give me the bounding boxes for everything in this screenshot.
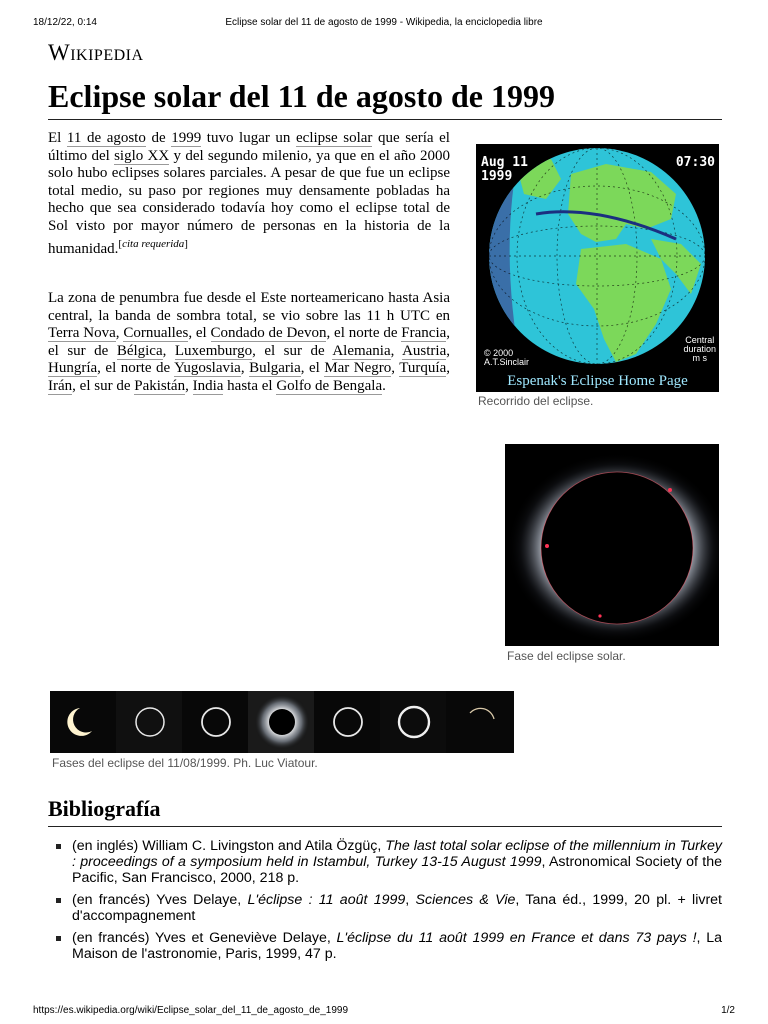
- corona-caption: Fase del eclipse solar.: [507, 649, 626, 663]
- map-central-duration: Central duration m s: [683, 335, 716, 363]
- link-terra-nova[interactable]: Terra Nova: [48, 325, 116, 342]
- link-eclipse-solar[interactable]: eclipse solar: [296, 130, 373, 146]
- link-belgica[interactable]: Bélgica: [116, 342, 163, 359]
- link-pakistan[interactable]: Pakistán: [134, 377, 186, 394]
- eclipse-phases-strip[interactable]: [50, 691, 514, 753]
- list-item: (en francés) Yves Delaye, L'éclipse : 11 août 1999, Sciences & Vie, Tana éd., 1999, 20 pl. + livret d'accompagnement: [48, 892, 722, 924]
- map-copyright: © 2000 A.T.Sinclair: [484, 348, 530, 367]
- link-hungria[interactable]: Hungría: [48, 360, 98, 377]
- corona-photo[interactable]: [505, 444, 719, 646]
- link-bulgaria[interactable]: Bulgaria: [249, 360, 301, 377]
- link-yugoslavia[interactable]: Yugoslavia: [174, 360, 241, 377]
- list-item: (en francés) Yves et Geneviève Delaye, L'éclipse du 11 août 1999 en France et dans 73 pays !, La Maison de l'astronomie, Paris, 1999, 47 p.: [48, 930, 722, 962]
- link-francia[interactable]: Francia: [401, 325, 447, 342]
- bibliography-list: [48, 838, 722, 968]
- citation-needed[interactable]: [cita requerida]: [118, 237, 188, 250]
- link-cornualles[interactable]: Cornualles: [123, 325, 189, 342]
- eclipse-path-caption: Recorrido del eclipse.: [478, 394, 594, 408]
- link-1999[interactable]: 1999: [171, 130, 202, 146]
- phases-graphic: [50, 691, 514, 753]
- link-alemania[interactable]: Alemania: [332, 342, 391, 359]
- page-url: https://es.wikipedia.org/wiki/Eclipse_solar_del_11_de_agosto_de_1999: [33, 1005, 349, 1016]
- corona-graphic: [505, 444, 719, 646]
- map-time: 07:30: [675, 155, 715, 170]
- page-title: Eclipse solar del 11 de agosto de 1999: [48, 78, 722, 120]
- link-india[interactable]: India: [192, 377, 224, 394]
- print-date: 18/12/22, 0:14: [33, 17, 97, 28]
- link-condado-devon[interactable]: Condado de Devon: [210, 325, 327, 342]
- bibliography-heading: Bibliografía: [48, 796, 722, 827]
- map-date: Aug 11 1999: [481, 155, 528, 184]
- link-iran[interactable]: Irán: [48, 377, 73, 394]
- link-mar-negro[interactable]: Mar Negro: [324, 360, 392, 377]
- eclipse-path-map[interactable]: [476, 144, 719, 392]
- link-11-agosto[interactable]: 11 de agosto: [66, 130, 146, 146]
- link-turquia[interactable]: Turquía: [399, 360, 447, 377]
- phases-caption: Fases del eclipse del 11/08/1999. Ph. Luc Viatour.: [52, 756, 318, 770]
- wikipedia-logo[interactable]: Wikipedia: [48, 40, 144, 65]
- link-golfo-bengala[interactable]: Golfo de Bengala: [276, 377, 383, 394]
- espenak-banner: Espenak's Eclipse Home Page: [507, 373, 688, 389]
- print-title: Eclipse solar del 11 de agosto de 1999 - Wikipedia, la enciclopedia libre: [225, 17, 543, 28]
- page-number: 1/2: [721, 1005, 735, 1016]
- link-austria[interactable]: Austria: [402, 342, 447, 359]
- link-luxemburgo[interactable]: Luxemburgo: [174, 342, 253, 359]
- link-siglo-xx[interactable]: siglo XX: [114, 147, 170, 164]
- intro-paragraph: El 11 de agosto de 1999 tuvo lugar un eclipse solar que sería el último del siglo XX y del segundo milenio, ya que en el año 2000 solo hubo eclipses solares parciales. A pesar de que fue un eclipse total medio, su paso por regiones muy densamente pobladas ha hecho que sea considerado todavía hoy como el eclipse total de Sol visto por mayor número de personas en la historia de la humanidad.[cita requerida]: [48, 130, 451, 257]
- path-paragraph: La zona de penumbra fue desde el Este norteamericano hasta Asia central, la banda de sombra total, se vio sobre las 11 h UTC en Terra Nova, Cornualles, el Condado de Devon, el norte de Francia, el sur de Bélgica, Luxemburgo, el sur de Alemania, Austria, Hungría, el norte de Yugoslavia, Bulgaria, el Mar Negro, Turquía, Irán, el sur de Pakistán, India hasta el Golfo de Bengala.: [48, 290, 451, 394]
- list-item: (en inglés) William C. Livingston and Atila Özgüç, The last total solar eclipse of the millennium in Turkey : proceedings of a symposium held in Istambul, Turkey 13-15 August 1999, Astronomical Society of the Pacific, San Francisco, 2000, 218 p.: [48, 838, 722, 886]
